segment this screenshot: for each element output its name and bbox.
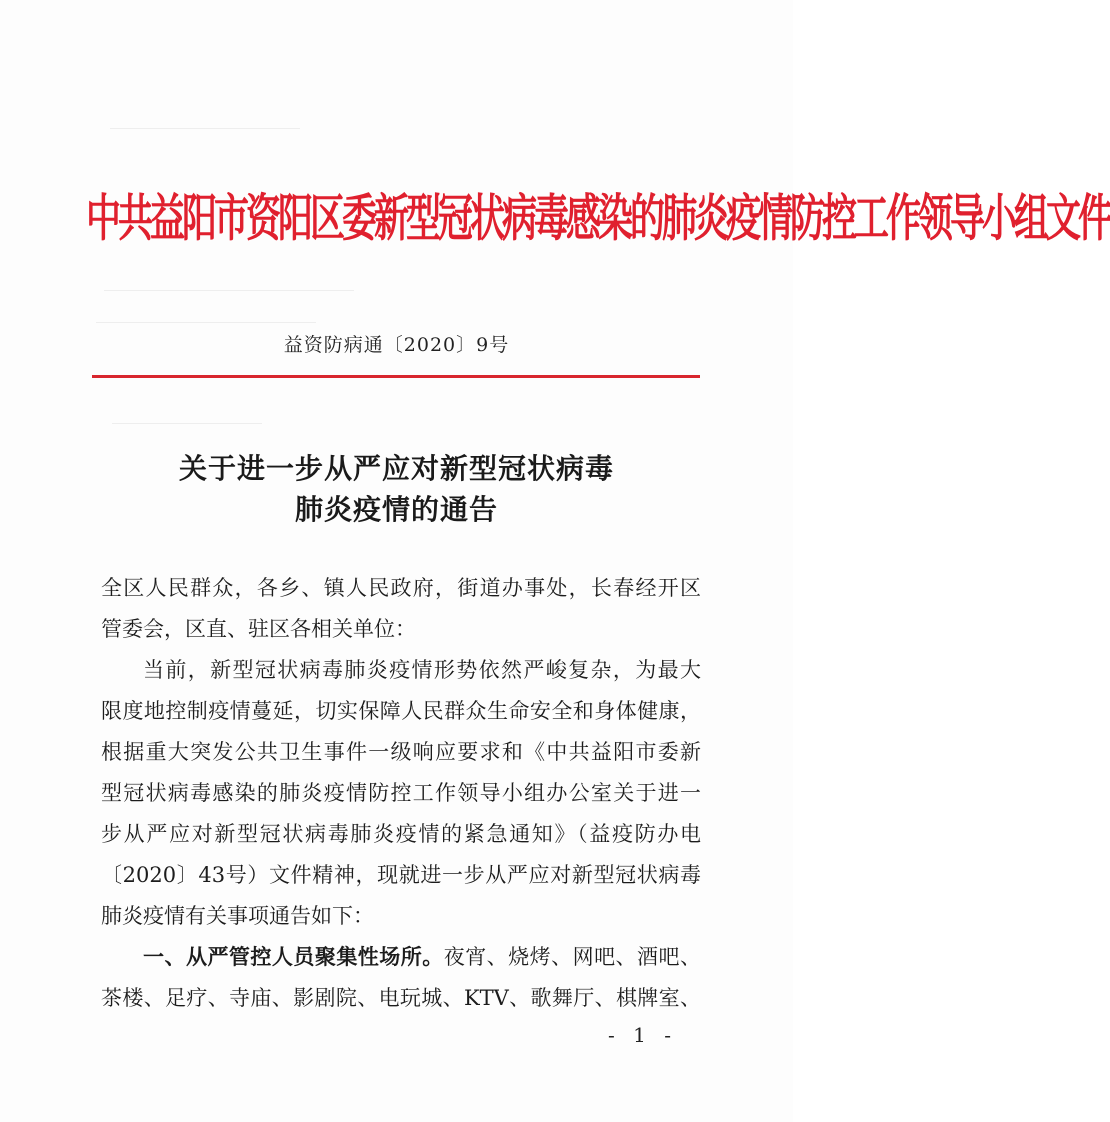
body-line-1: 全区人民群众，各乡、镇人民政府，街道办事处，长春经开区 <box>101 576 701 600</box>
scan-artifact-line <box>110 128 300 129</box>
notice-title-line-2: 肺炎疫情的通告 <box>294 493 498 526</box>
page-number: - 1 - <box>608 1023 677 1047</box>
section-1-text: 夜宵、烧烤、网吧、酒吧、 <box>443 945 701 969</box>
body-line-8: 〔2020〕43号）文件精神，现就进一步从严应对新型冠状病毒 <box>101 863 701 887</box>
body-line-6: 型冠状病毒感染的肺炎疫情防控工作领导小组办公室关于进一 <box>101 781 701 805</box>
body-line-2: 管委会，区直、驻区各相关单位： <box>101 617 416 641</box>
document-number: 益资防病通〔2020〕9号 <box>283 334 510 356</box>
notice-title-line-1: 关于进一步从严应对新型冠状病毒 <box>178 452 614 485</box>
scan-artifact-line <box>104 290 354 291</box>
scan-artifact-line <box>112 423 262 424</box>
scan-artifact-line <box>96 322 316 323</box>
section-1-line <box>143 941 701 971</box>
body-line-9: 肺炎疫情有关事项通告如下： <box>101 904 374 928</box>
body-line-4: 限度地控制疫情蔓延，切实保障人民群众生命安全和身体健康， <box>101 699 701 723</box>
section-1-heading: 一、从严管控人员聚集性场所。 <box>143 944 444 969</box>
body-line-last: 茶楼、足疗、寺庙、影剧院、电玩城、KTV、歌舞厅、棋牌室、 <box>101 986 701 1010</box>
red-separator-rule <box>92 375 700 378</box>
document-masthead: 中共益阳市资阳区委新型冠状病毒感染的肺炎疫情防控工作领导小组文件 <box>86 189 1110 249</box>
body-line-3: 当前，新型冠状病毒肺炎疫情形势依然严峻复杂，为最大 <box>143 658 701 682</box>
body-line-7: 步从严应对新型冠状病毒肺炎疫情的紧急通知》（益疫防办电 <box>101 822 701 846</box>
body-line-5: 根据重大突发公共卫生事件一级响应要求和《中共益阳市委新 <box>101 740 701 764</box>
